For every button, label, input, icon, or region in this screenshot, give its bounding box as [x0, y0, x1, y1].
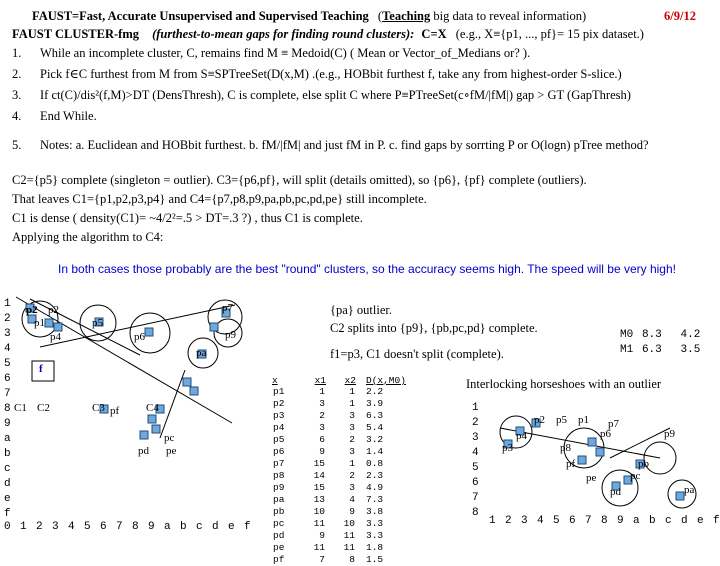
label-p6: p6: [134, 331, 145, 343]
y-tick-label: 1: [472, 402, 479, 414]
header-date: 6/9/12: [664, 9, 696, 23]
x-tick-label: d: [681, 515, 688, 527]
x-tick-label: d: [212, 521, 219, 533]
table-row: [272, 494, 424, 506]
y-tick-label: f: [4, 508, 11, 520]
table-cell: p6: [273, 446, 285, 457]
x-tick-label: 1: [20, 521, 27, 533]
table-cell: 3: [319, 422, 325, 433]
point-pa: [676, 492, 684, 500]
table-cell: p8: [273, 470, 285, 481]
c2-splits-text: C2 splits into {p9}, {pb,pc,pd} complete.: [330, 321, 538, 335]
x-tick-label: 2: [36, 521, 43, 533]
m1-x: 6.3: [641, 344, 662, 356]
point-p3: [45, 319, 53, 327]
y-tick-label: 8: [4, 403, 11, 415]
label-p2: p2: [48, 304, 59, 316]
label-c1: C1: [14, 402, 27, 414]
note-3: C1 is dense ( density(C1)= ~4/2²=.5 > DT=.3 ?) , thus C1 is complete.: [12, 211, 363, 225]
table-row: [272, 398, 424, 410]
m0-x: 8.3: [641, 329, 662, 341]
table-cell: 3: [319, 398, 325, 409]
header-paren-open: (: [377, 9, 383, 23]
f1-text: f1=p3, C1 doesn't split (complete).: [330, 347, 504, 361]
label-pa: pa: [196, 347, 207, 359]
x-tick-label: 6: [569, 515, 576, 527]
step-3: [12, 87, 631, 104]
method-name: FAUST CLUSTER-fmg: [12, 27, 139, 41]
label-p7: p7: [222, 302, 233, 314]
x-tick-label: 0: [4, 521, 11, 533]
f-box: [32, 361, 54, 381]
x-tick-label: a: [633, 515, 640, 527]
y-tick-label: 6: [472, 477, 479, 489]
x-tick-label: 3: [521, 515, 528, 527]
table-cell: pc: [273, 518, 285, 529]
step-5: [12, 137, 712, 154]
y-tick-label: 7: [472, 492, 479, 504]
table-cell: 1.4: [366, 446, 384, 457]
x-tick-label: 7: [585, 515, 592, 527]
label-p7: p7: [608, 418, 619, 430]
table-row: [272, 410, 424, 422]
x-tick-label: 8: [132, 521, 139, 533]
table-header: x2: [344, 375, 356, 386]
label-p2-a: p2: [26, 304, 38, 316]
table-cell: 6.3: [366, 410, 384, 421]
method-desc: (furthest-to-mean gaps for finding round clusters):: [152, 27, 415, 41]
y-tick-label: 4: [472, 447, 479, 459]
header-line: [32, 8, 586, 25]
label-pb: pb: [638, 458, 649, 470]
x-tick-label: 1: [489, 515, 496, 527]
table-cell: 9: [319, 530, 325, 541]
table-cell: 1: [349, 386, 355, 397]
label-p8: p8: [560, 442, 571, 454]
table-cell: 3: [349, 446, 355, 457]
table-row: [272, 386, 424, 398]
y-tick-label: 1: [4, 298, 11, 310]
header-teaching: Teaching: [382, 9, 431, 23]
note-2: That leaves C1={p1,p2,p3,p4} and C4={p7,p8,p9,pa,pb,pc,pd,pe} still incomplete.: [12, 192, 427, 206]
table-cell: 1: [349, 398, 355, 409]
x-tick-label: 9: [617, 515, 624, 527]
table-cell: pd: [273, 530, 285, 541]
table-cell: 2: [349, 434, 355, 445]
table-cell: 4.9: [366, 482, 384, 493]
y-tick-label: 7: [4, 388, 11, 400]
pa-outlier-text: {pa} outlier.: [330, 303, 392, 317]
step-text: End While.: [40, 109, 97, 123]
y-tick-label: 2: [472, 417, 479, 429]
m0-y: 4.2: [680, 329, 701, 341]
table-cell: 3.3: [366, 530, 384, 541]
y-tick-label: 2: [4, 313, 11, 325]
table-cell: pa: [273, 494, 285, 505]
y-tick-label: 5: [4, 358, 11, 370]
table-cell: 3: [349, 410, 355, 421]
step-num: 1.: [12, 46, 22, 60]
x-tick-label: f: [244, 521, 251, 533]
label-pd: pd: [610, 486, 621, 498]
table-cell: p9: [273, 482, 285, 493]
table-row: [272, 470, 424, 482]
table-cell: p2: [273, 398, 285, 409]
table-cell: 9: [319, 446, 325, 457]
header-title: FAUST=Fast, Accurate Unsupervised and Supervised Teaching: [32, 9, 369, 23]
x-tick-label: e: [228, 521, 235, 533]
label-pf: pf: [110, 405, 120, 417]
table-cell: pf: [273, 554, 285, 565]
point-p8: [588, 438, 596, 446]
table-cell: 6: [319, 434, 325, 445]
step-text: If ct(C)/dis²(f,M)>DT (DensThresh), C is complete, else split C where P≡PTreeSet(c∘fM/|fM|) gap > GT (GapThresh): [40, 88, 631, 102]
x-tick-label: 5: [84, 521, 91, 533]
table-cell: p1: [273, 386, 285, 397]
right-plot: [460, 398, 720, 532]
y-tick-label: 3: [472, 432, 479, 444]
point-m: [578, 456, 586, 464]
step-num: 5.: [12, 138, 22, 152]
x-tick-label: b: [180, 521, 187, 533]
label-f: f: [39, 363, 43, 375]
x-tick-label: 9: [148, 521, 155, 533]
table-cell: 2: [349, 470, 355, 481]
table-cell: 3: [349, 422, 355, 433]
label-p5: p5: [556, 414, 567, 426]
label-p1: p1: [578, 414, 589, 426]
y-tick-label: 8: [472, 507, 479, 519]
x-tick-label: 3: [52, 521, 59, 533]
table-row: [272, 518, 424, 530]
x-tick-label: 7: [116, 521, 123, 533]
table-cell: pb: [273, 506, 285, 517]
x-tick-label: 6: [100, 521, 107, 533]
label-c3: C3: [92, 402, 105, 414]
step-num: 4.: [12, 109, 22, 123]
table-cell: p4: [273, 422, 285, 433]
point-p4: [54, 323, 62, 331]
table-cell: p3: [273, 410, 285, 421]
table-cell: 1.8: [366, 542, 384, 553]
label-pc: pc: [630, 470, 641, 482]
point-p6: [145, 328, 153, 336]
point-pf-lower: [140, 431, 148, 439]
table-cell: 3.2: [366, 434, 384, 445]
label-pe: pe: [586, 472, 597, 484]
label-p5: p5: [92, 317, 103, 329]
summary-line: In both cases those probably are the best "round" clusters, so the accuracy seems high. The speed will be very high!: [58, 262, 676, 276]
y-tick-label: d: [4, 478, 11, 490]
data-table: [272, 376, 424, 566]
x-tick-label: a: [164, 521, 171, 533]
point-p8: [210, 323, 218, 331]
label-c4: C4: [146, 402, 159, 414]
table-row: [272, 530, 424, 542]
table-cell: 3: [349, 482, 355, 493]
y-tick-label: b: [4, 448, 11, 460]
left-plot: [0, 295, 270, 540]
table-row: [272, 434, 424, 446]
step-1: [12, 45, 530, 62]
projection-line-2: [610, 428, 670, 458]
label-pf: pf: [566, 458, 576, 470]
y-tick-label: e: [4, 493, 11, 505]
table-cell: 1.5: [366, 554, 384, 565]
label-p2: p2: [534, 414, 545, 426]
table-cell: 7: [319, 554, 325, 565]
table-row: [272, 482, 424, 494]
table-cell: 0.8: [366, 458, 384, 469]
table-header: x: [272, 375, 278, 386]
x-tick-label: 2: [505, 515, 512, 527]
table-cell: 1: [349, 458, 355, 469]
point-p7: [596, 448, 604, 456]
table-header: x1: [314, 375, 326, 386]
table-cell: 10: [343, 518, 355, 529]
table-header: D(x,M0): [366, 375, 406, 386]
m1-label: M1: [620, 344, 634, 356]
x-tick-label: c: [665, 515, 672, 527]
y-tick-label: 9: [4, 418, 11, 430]
m1-row: [620, 343, 700, 356]
table-row: [272, 446, 424, 458]
table-cell: 2.2: [366, 386, 384, 397]
table-cell: 11: [343, 542, 355, 553]
table-row: [272, 422, 424, 434]
table-cell: 1: [319, 386, 325, 397]
table-row: [272, 542, 424, 554]
y-tick-label: a: [4, 433, 11, 445]
x-tick-label: b: [649, 515, 656, 527]
table-cell: 3.8: [366, 506, 384, 517]
table-cell: 11: [313, 518, 325, 529]
point-pc: [148, 415, 156, 423]
table-cell: 7.3: [366, 494, 384, 505]
table-cell: 3.9: [366, 398, 384, 409]
table-cell: 5.4: [366, 422, 384, 433]
label-p4: p4: [516, 430, 527, 442]
table-cell: p7: [273, 458, 285, 469]
table-cell: 2: [319, 410, 325, 421]
step-num: 2.: [12, 67, 22, 81]
method-example: (e.g., X≡{p1, ..., pf}= 15 pix dataset.): [455, 27, 644, 41]
x-tick-label: 8: [601, 515, 608, 527]
x-tick-label: 4: [68, 521, 75, 533]
table-cell: 2.3: [366, 470, 384, 481]
table-cell: p5: [273, 434, 285, 445]
table-header-row: [272, 376, 424, 386]
y-tick-label: 4: [4, 343, 11, 355]
table-cell: 3.3: [366, 518, 384, 529]
method-c-equals-x: C=X: [421, 27, 447, 41]
step-num: 3.: [12, 88, 22, 102]
note-4: Applying the algorithm to C4:: [12, 230, 164, 244]
table-row: [272, 554, 424, 566]
m0-label: M0: [620, 329, 634, 341]
x-tick-label: 5: [553, 515, 560, 527]
label-p6: p6: [600, 428, 611, 440]
table-cell: 8: [349, 554, 355, 565]
right-plot-title: Interlocking horseshoes with an outlier: [466, 377, 662, 391]
point-pd: [152, 425, 160, 433]
label-p1: p1: [34, 317, 45, 329]
table-cell: pe: [273, 542, 285, 553]
table-cell: 15: [313, 482, 325, 493]
point-m1: [190, 387, 198, 395]
note-1: C2={p5} complete (singleton = outlier). C3={p6,pf}, will split (details omitted), so {p6}, {pf} complete (outliers).: [12, 173, 587, 187]
step-text: Pick f∈C furthest from M from S≡SPTreeSet(D(x,M) .(e.g., HOBbit furthest f, take any from highest-order S-slice.): [40, 67, 622, 81]
table-cell: 11: [313, 542, 325, 553]
label-p4: p4: [50, 331, 61, 343]
label-pe: pe: [166, 445, 177, 457]
table-row: [272, 506, 424, 518]
point-pb: [183, 378, 191, 386]
label-c2: C2: [37, 402, 50, 414]
x-tick-label: 4: [537, 515, 544, 527]
step-text: Notes: a. Euclidean and HOBbit furthest. b. fM/|fM| and just fM in P. c. find gaps by sorrting P or O(logn) pTree method?: [40, 138, 649, 152]
label-p9: p9: [225, 329, 236, 341]
y-tick-label: 3: [4, 328, 11, 340]
table-cell: 14: [313, 470, 325, 481]
x-tick-label: c: [196, 521, 203, 533]
y-tick-label: 5: [472, 462, 479, 474]
x-tick-label: f: [713, 515, 720, 527]
header-paren-rest: big data to reveal information): [430, 9, 587, 23]
table-cell: 4: [349, 494, 355, 505]
table-cell: 15: [313, 458, 325, 469]
table-row: [272, 458, 424, 470]
label-pc: pc: [164, 432, 175, 444]
label-pd: pd: [138, 445, 149, 457]
label-pa: pa: [684, 484, 695, 496]
y-tick-label: 6: [4, 373, 11, 385]
y-tick-label: c: [4, 463, 11, 475]
x-tick-label: e: [697, 515, 704, 527]
table-cell: 11: [343, 530, 355, 541]
step-4: [12, 108, 97, 125]
step-text: While an incomplete cluster, C, remains find M ≡ Medoid(C) ( Mean or Vector_of_Medians or? ).: [40, 46, 531, 60]
m1-y: 3.5: [680, 344, 701, 356]
table-cell: 13: [313, 494, 325, 505]
m0-row: [620, 328, 700, 341]
table-cell: 10: [313, 506, 325, 517]
label-p3: p3: [502, 442, 513, 454]
label-p9: p9: [664, 428, 675, 440]
table-cell: 9: [349, 506, 355, 517]
method-line: [12, 26, 644, 43]
step-2: [12, 66, 622, 83]
projection-line-4: [160, 370, 185, 438]
